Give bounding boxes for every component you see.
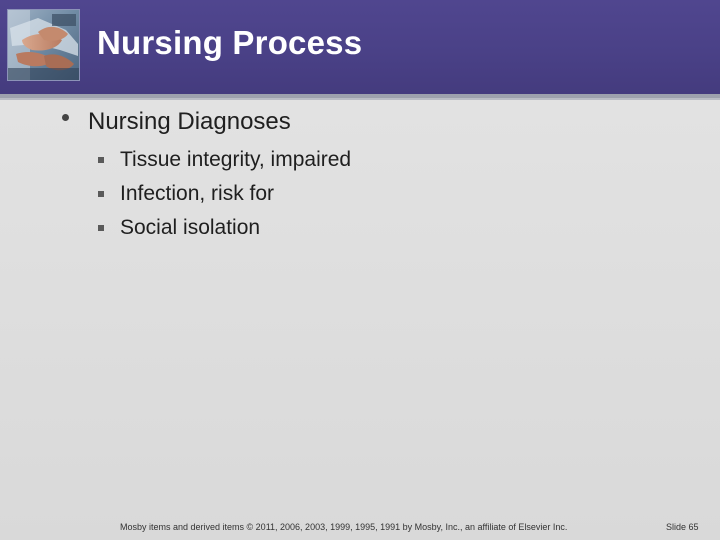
copyright-notice: Mosby items and derived items © 2011, 2006, 2003, 1999, 1995, 1991 by Mosby, Inc., an affiliate of Elsevier Inc. — [120, 522, 568, 532]
round-bullet-icon — [62, 114, 69, 121]
header-divider-shadow — [0, 98, 720, 100]
slide-number: Slide 65 — [666, 522, 699, 532]
hands-photo — [7, 9, 80, 81]
bullet-level1 — [62, 107, 291, 137]
square-bullet-icon — [98, 191, 104, 197]
title-bar — [0, 0, 720, 94]
square-bullet-icon — [98, 157, 104, 163]
sub-bullet-text: Infection, risk for — [120, 182, 275, 205]
sub-bullet-item — [98, 177, 351, 211]
sub-bullet-item — [98, 143, 351, 177]
sub-bullet-item — [98, 211, 351, 245]
sub-bullet-list — [98, 143, 351, 245]
slide-title: Nursing Process — [97, 24, 363, 61]
square-bullet-icon — [98, 225, 104, 231]
sub-bullet-text: Social isolation — [120, 216, 261, 239]
hands-photo-graphic — [8, 10, 79, 80]
bullet-heading: Nursing Diagnoses — [88, 108, 291, 135]
sub-bullet-text: Tissue integrity, impaired — [120, 148, 352, 171]
